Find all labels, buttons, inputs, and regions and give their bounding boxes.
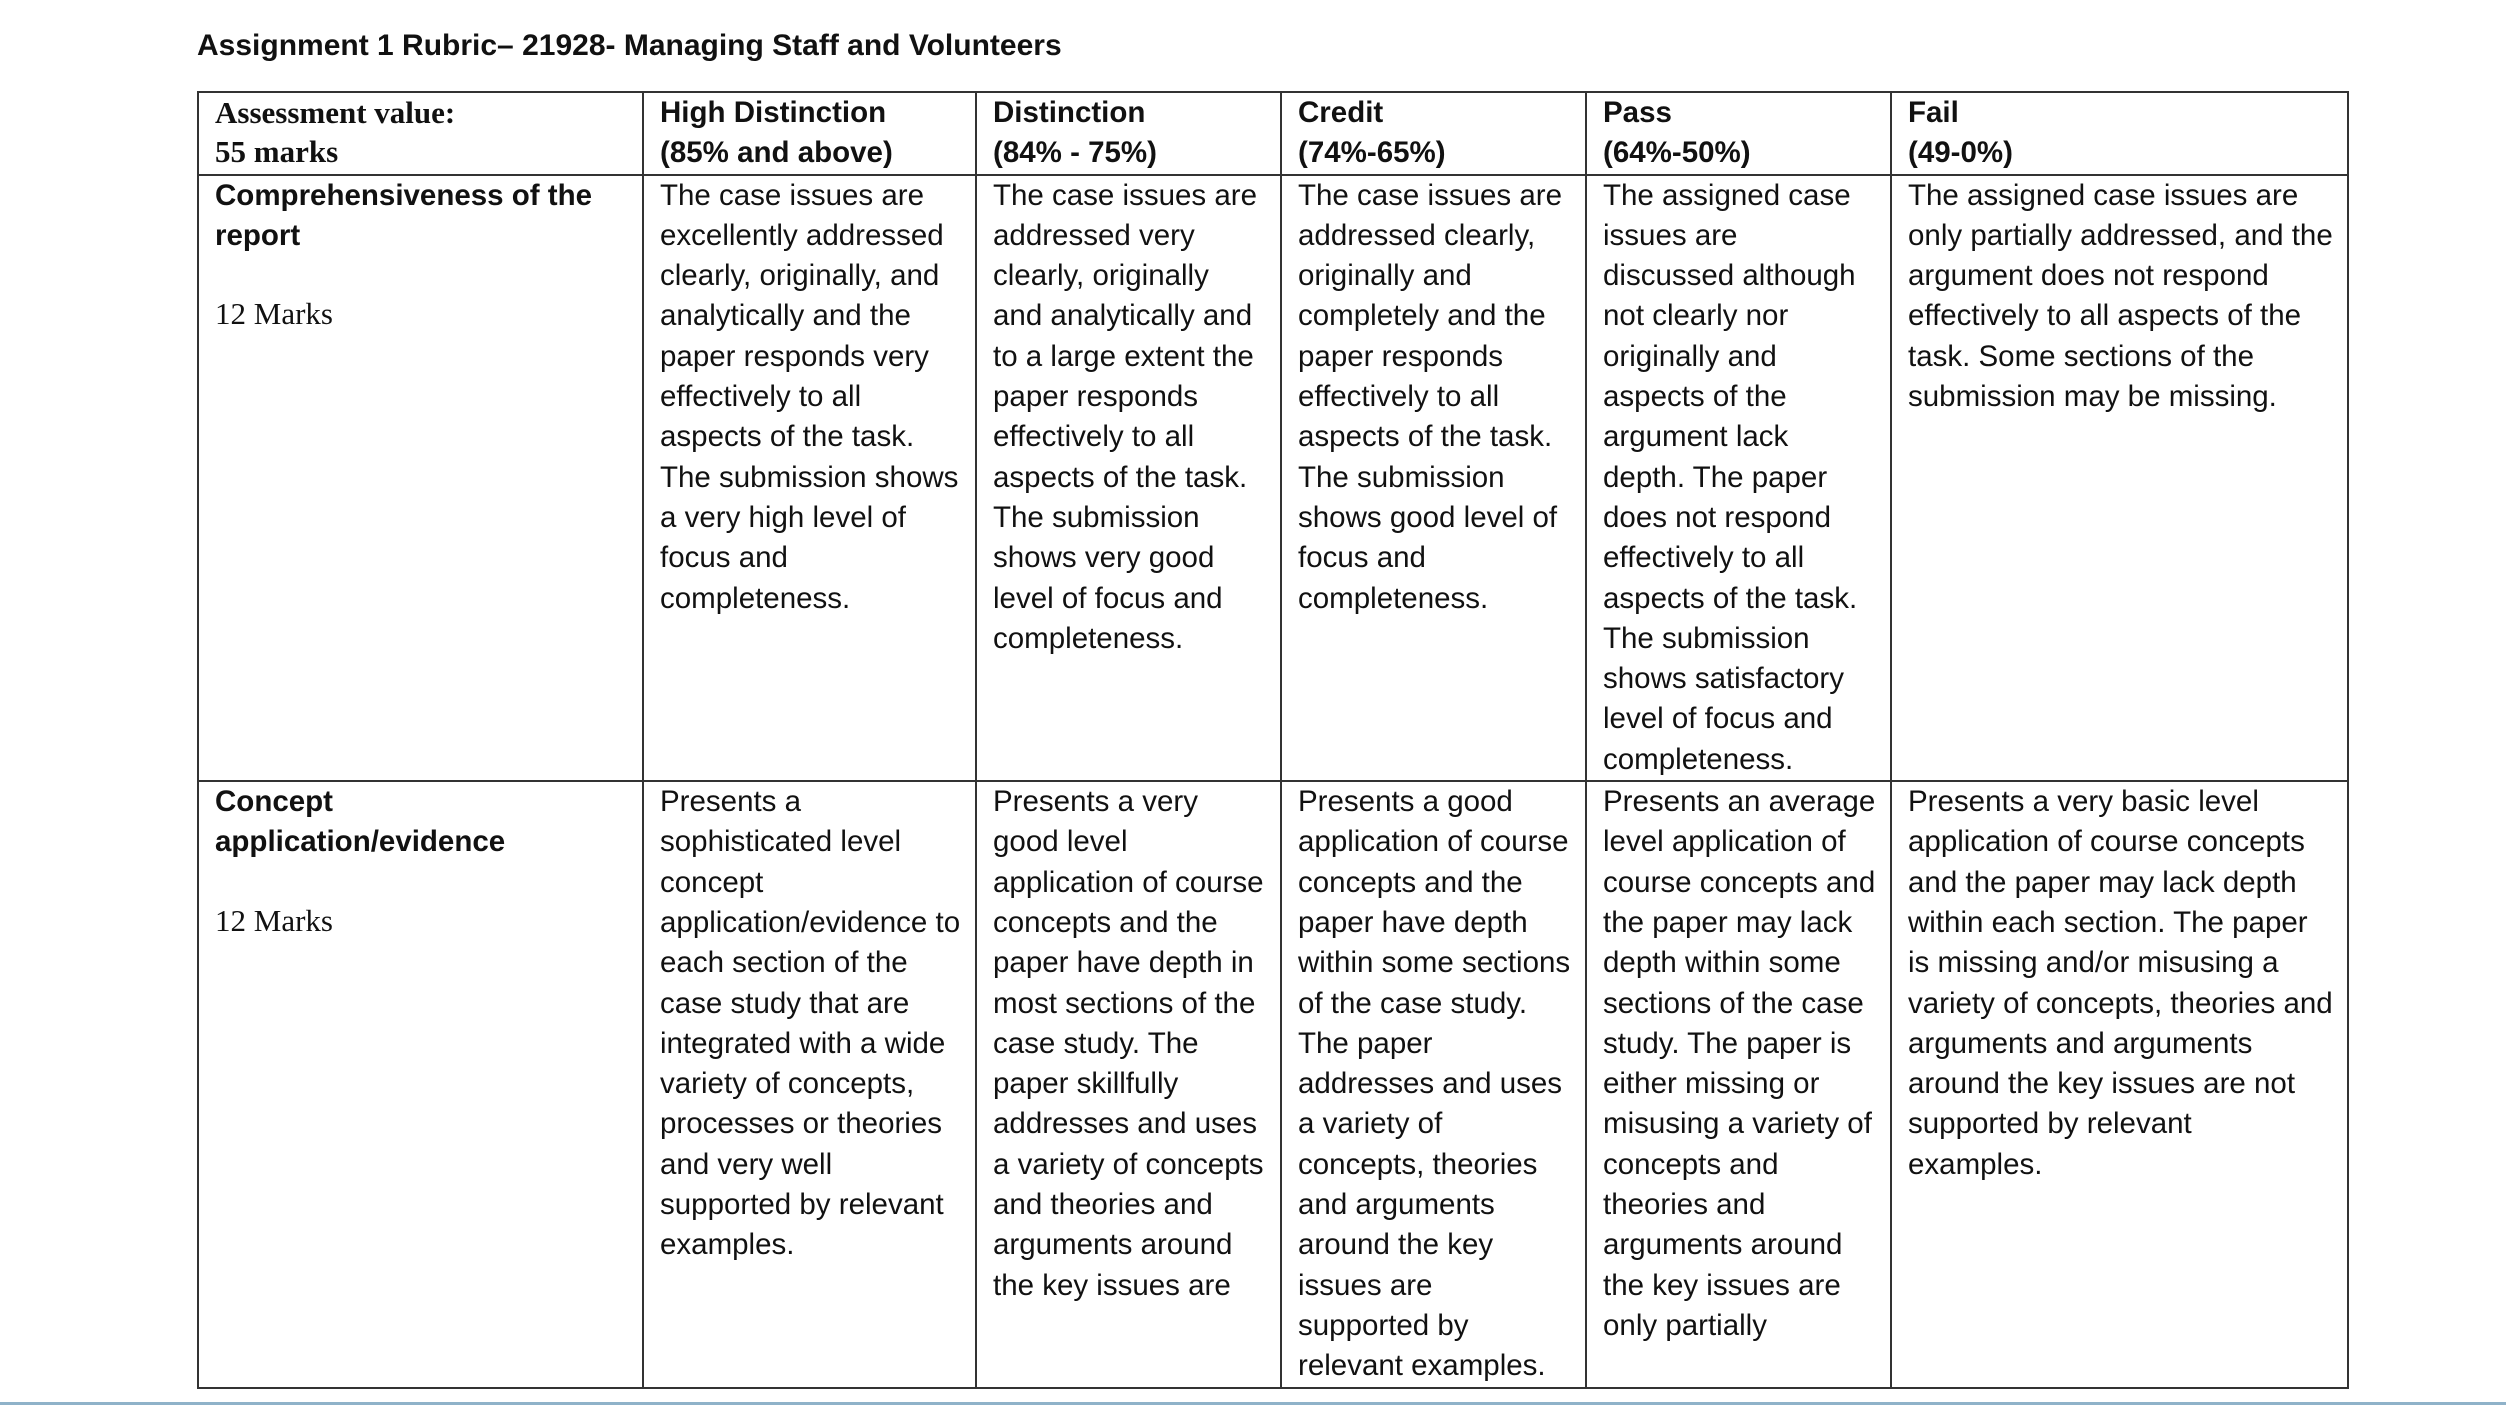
criterion-marks: 12 Marks bbox=[215, 296, 333, 332]
descriptor-text: The case issues are addressed clearly, originally and completely and the paper responds effectively to all aspects of the task. The submission shows good level of focus and completeness. bbox=[1298, 178, 1562, 615]
criterion-cell bbox=[198, 175, 643, 781]
criterion-marks: 12 Marks bbox=[215, 902, 333, 938]
assessment-value-label: Assessment value: bbox=[215, 95, 456, 130]
descriptor-cell-fail bbox=[1891, 175, 2348, 781]
descriptor-text: The assigned case issues are only partially addressed, and the argument does not respond effectively to all aspects of the task. Some sections of the submission may be missing. bbox=[1908, 178, 2333, 414]
descriptor-text: The assigned case issues are discussed although not clearly nor originally and aspects of the argument lack depth. The paper does not respond effectively to all aspects of the task. The submission shows satisfactory level of focus and completeness. bbox=[1603, 178, 1858, 776]
descriptor-cell-high-distinction bbox=[643, 781, 976, 1387]
criterion-cell bbox=[198, 781, 643, 1387]
grade-header-distinction bbox=[976, 92, 1281, 175]
grade-range: (64%-50%) bbox=[1603, 136, 1751, 170]
criterion-row-concept-application bbox=[198, 781, 2348, 1387]
descriptor-cell-high-distinction bbox=[643, 175, 976, 781]
descriptor-cell-pass bbox=[1586, 175, 1891, 781]
grade-header-pass bbox=[1586, 92, 1891, 175]
grade-range: (84% - 75%) bbox=[993, 136, 1157, 170]
grade-name: Fail bbox=[1908, 96, 1959, 129]
criterion-name: Comprehensiveness of the report bbox=[215, 178, 593, 252]
descriptor-cell-distinction bbox=[976, 781, 1281, 1387]
grade-name: Credit bbox=[1298, 96, 1384, 129]
rubric-table bbox=[197, 91, 2349, 1389]
descriptor-text: Presents a sophisticated level concept application/evidence to each section of the case study that are integrated with a wide variety of concepts, processes or theories and very well supported by relevant examples. bbox=[660, 785, 961, 1262]
grade-name: High Distinction (85% and above) bbox=[660, 96, 893, 170]
grade-header-credit bbox=[1281, 92, 1586, 175]
header-row bbox=[198, 92, 2348, 175]
descriptor-text: Presents a good application of course concepts and the paper have depth within some sections of the case study. The paper addresses and uses a variety of concepts, theories and arguments around the key issues are supported by relevant examples. bbox=[1298, 785, 1571, 1383]
assessment-value-header bbox=[198, 92, 643, 175]
descriptor-text: The case issues are addressed very clearly, originally and analytically and to a large extent the paper responds effectively to all aspects of the task. The submission shows very good level of focus and completeness. bbox=[993, 178, 1257, 655]
descriptor-text: The case issues are excellently addressed clearly, originally, and analytically and the paper responds very effectively to all aspects of the task. The submission shows a very high level of focus and completeness. bbox=[660, 178, 959, 615]
descriptor-text: Presents a very basic level application of course concepts and the paper may lack depth within each section. The paper is missing and/or misusing a variety of concepts, theories and arguments and arguments around the key issues are not supported by relevant examples. bbox=[1908, 785, 2333, 1181]
grade-range: (49-0%) bbox=[1908, 136, 2013, 170]
grade-name: Pass bbox=[1603, 96, 1672, 129]
descriptor-cell-fail bbox=[1891, 781, 2348, 1387]
grade-name: Distinction bbox=[993, 96, 1146, 129]
bottom-divider bbox=[0, 1402, 2506, 1405]
descriptor-text: Presents a very good level application of course concepts and the paper have depth in most sections of the case study. The paper skillfully addresses and uses a variety of concepts and theories and arguments around the key issues are bbox=[993, 785, 1264, 1302]
grade-header-fail bbox=[1891, 92, 2348, 175]
document-title: Assignment 1 Rubric– 21928- Managing Staff and Volunteers bbox=[197, 29, 1062, 62]
criterion-row-comprehensiveness bbox=[198, 175, 2348, 781]
assessment-total-marks: 55 marks bbox=[215, 134, 339, 169]
descriptor-text: Presents an average level application of course concepts and the paper may lack depth within some sections of the case study. The paper is either missing or misusing a variety of concepts and theories and arguments around the key issues are only partially bbox=[1603, 785, 1876, 1342]
descriptor-cell-credit bbox=[1281, 175, 1586, 781]
descriptor-cell-credit bbox=[1281, 781, 1586, 1387]
grade-range: (74%-65%) bbox=[1298, 136, 1446, 170]
criterion-name: Concept application/evidence bbox=[215, 785, 506, 859]
grade-header-high-distinction bbox=[643, 92, 976, 175]
descriptor-cell-pass bbox=[1586, 781, 1891, 1387]
descriptor-cell-distinction bbox=[976, 175, 1281, 781]
